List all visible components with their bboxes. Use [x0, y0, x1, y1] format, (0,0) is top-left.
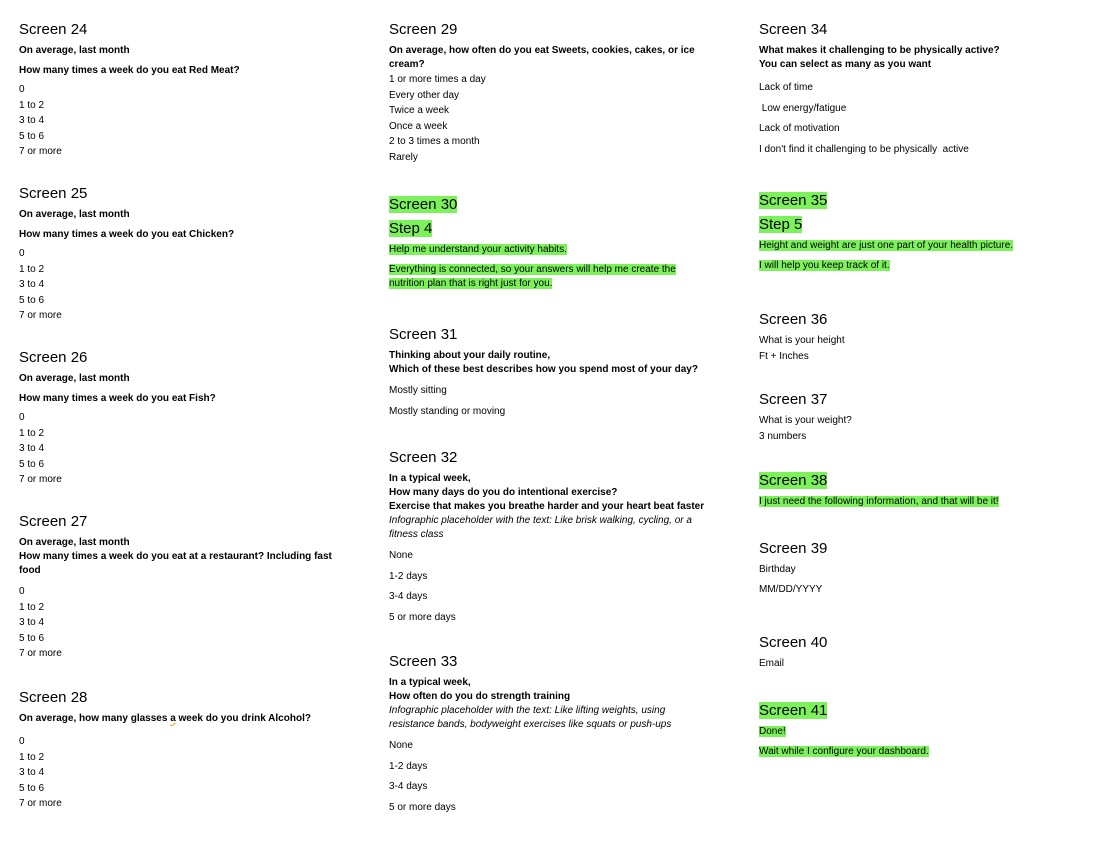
highlight-text	[759, 259, 1089, 273]
option-item: None	[389, 550, 413, 561]
step-title: Step 5	[759, 216, 803, 233]
option-item: 0	[19, 248, 25, 259]
screen-30-section	[389, 195, 739, 291]
options-list	[19, 246, 359, 324]
option-item: 1-2 days	[389, 760, 428, 772]
question-text: In a typical week,	[389, 473, 471, 484]
screen-title: Screen 29	[389, 21, 458, 38]
option-item: 1 to 2	[19, 99, 45, 111]
option-item: 0	[19, 84, 25, 95]
highlight-line: I will help you keep track of it.	[759, 260, 890, 271]
screen-29-section	[389, 20, 739, 166]
question-text: How many times a week do you eat at a restaurant? Including fast food	[19, 551, 332, 576]
option-item: 1-2 days	[389, 570, 428, 582]
option-item: Rarely	[389, 151, 418, 163]
question-text: Exercise that makes you breathe harder and your heart beat faster	[389, 501, 705, 512]
intro-text: On average, last month	[19, 209, 130, 220]
screen-39-section	[759, 539, 1089, 597]
question-part: On average, how many glasses	[19, 713, 171, 724]
screen-title: Screen 27	[19, 513, 88, 530]
option-item: Every other day	[389, 89, 460, 101]
screen-35-section	[759, 191, 1089, 273]
options-list	[389, 72, 739, 166]
option-item: 3 to 4	[19, 115, 45, 127]
screen-33-section	[389, 652, 739, 818]
highlight-text	[759, 495, 1089, 509]
option-item: 1 to 2	[19, 601, 45, 613]
option-item: 0	[19, 586, 25, 597]
screen-38-section	[759, 471, 1089, 509]
step-title-wrap	[759, 215, 1089, 235]
option-item: 5 or more days	[389, 801, 456, 813]
input-hint: Ft + Inches	[759, 351, 809, 362]
step-title-wrap	[389, 219, 739, 239]
infographic-note: Infographic placeholder with the text: Like lifting weights, using resistance bands, bodyweight exercises like squats or push-ups	[389, 705, 672, 730]
question-text: How many times a week do you eat Red Meat?	[19, 65, 240, 76]
screen-title: Screen 36	[759, 311, 828, 328]
option-item: 3 to 4	[19, 767, 45, 779]
intro-text: On average, last month	[19, 45, 130, 56]
infographic-note: Infographic placeholder with the text: Like brisk walking, cycling, or a fitness class	[389, 515, 692, 540]
highlight-line: Wait while I configure your dashboard.	[759, 746, 929, 757]
screen-36-section	[759, 310, 1089, 364]
question-text: How often do you do strength training	[389, 691, 571, 702]
screen-41-section	[759, 701, 1089, 759]
intro-text: On average, last month	[19, 373, 130, 384]
input-hint: 3 numbers	[759, 431, 807, 442]
screen-25-section	[19, 184, 359, 324]
option-item: 1 to 2	[19, 263, 45, 275]
screen-26-section	[19, 348, 359, 488]
option-item: I don't find it challenging to be physically active	[759, 143, 969, 155]
option-item: Mostly standing or moving	[389, 405, 506, 417]
screen-title: Screen 31	[389, 326, 458, 343]
question-text: Which of these best describes how you spend most of your day?	[389, 364, 698, 375]
option-item: 5 to 6	[19, 130, 45, 142]
options-list	[389, 736, 739, 818]
screen-title: Screen 37	[759, 391, 828, 408]
screen-title: Screen 41	[759, 702, 828, 719]
option-item: 5 or more days	[389, 611, 456, 623]
question-text: What makes it challenging to be physically active?	[759, 45, 1000, 56]
options-list	[19, 410, 359, 488]
screen-34-section	[759, 20, 1089, 160]
option-item: Low energy/fatigue	[759, 102, 847, 114]
option-item: 3 to 4	[19, 279, 45, 291]
screen-title-wrap	[759, 191, 1089, 211]
question-flagged-word: a	[170, 713, 176, 724]
option-item: 1 to 2	[19, 751, 45, 763]
screen-28-section	[19, 688, 359, 812]
question-text: How many times a week do you eat Fish?	[19, 393, 216, 404]
option-item: 7 or more	[19, 310, 62, 322]
options-list	[19, 584, 359, 662]
option-item: 0	[19, 412, 25, 423]
question-text: Email	[759, 658, 785, 669]
screen-40-section	[759, 633, 1089, 671]
option-item: 0	[19, 736, 25, 747]
options-list	[19, 82, 359, 160]
screen-37-section	[759, 390, 1089, 444]
screen-31-section	[389, 325, 739, 422]
highlight-text	[759, 239, 1089, 253]
question-text: What is your weight?	[759, 415, 852, 426]
option-item: Once a week	[389, 120, 448, 132]
options-list	[389, 381, 739, 422]
highlight-line: Height and weight are just one part of your health picture.	[759, 240, 1014, 251]
question-text: How many days do you do intentional exercise?	[389, 487, 618, 498]
question-text: Birthday	[759, 564, 796, 575]
options-list	[759, 78, 1089, 160]
option-item: 5 to 6	[19, 294, 45, 306]
intro-text: On average, last month	[19, 537, 130, 548]
screen-32-section	[389, 448, 739, 628]
screen-title-wrap	[389, 195, 739, 215]
screen-title: Screen 24	[19, 21, 88, 38]
question-text	[19, 712, 359, 726]
question-text: In a typical week,	[389, 677, 471, 688]
option-item: 7 or more	[19, 474, 62, 486]
highlight-text	[759, 725, 1089, 739]
option-item: 1 or more times a day	[389, 74, 486, 85]
question-text: Thinking about your daily routine,	[389, 350, 551, 361]
question-text: You can select as many as you want	[759, 59, 932, 70]
option-item: Lack of motivation	[759, 123, 840, 134]
option-item: 5 to 6	[19, 782, 45, 794]
highlight-text	[389, 243, 739, 257]
screen-title: Screen 34	[759, 21, 828, 38]
screen-title-wrap	[759, 701, 1089, 721]
option-item: 5 to 6	[19, 458, 45, 470]
option-item: 2 to 3 times a month	[389, 136, 480, 148]
option-item: 7 or more	[19, 798, 62, 810]
screen-title: Screen 25	[19, 185, 88, 202]
option-item: 7 or more	[19, 648, 62, 660]
highlight-text	[759, 745, 1089, 759]
option-item: 1 to 2	[19, 427, 45, 439]
options-list	[389, 546, 739, 628]
highlight-text	[389, 263, 739, 291]
screen-title: Screen 35	[759, 192, 828, 209]
screen-title: Screen 28	[19, 689, 88, 706]
screen-24-section	[19, 20, 359, 160]
step-title: Step 4	[389, 220, 433, 237]
question-part: week do you drink Alcohol?	[175, 713, 311, 724]
options-list	[19, 734, 359, 812]
input-hint: MM/DD/YYYY	[759, 584, 823, 595]
option-item: 3-4 days	[389, 591, 428, 602]
screen-27-section	[19, 512, 359, 662]
question-text: What is your height	[759, 335, 845, 346]
option-item: 3 to 4	[19, 617, 45, 629]
option-item: 5 to 6	[19, 632, 45, 644]
option-item: None	[389, 740, 413, 751]
highlight-line: Help me understand your activity habits.	[389, 244, 567, 255]
screen-title: Screen 32	[389, 449, 458, 466]
highlight-line: Done!	[759, 726, 786, 737]
option-item: 3-4 days	[389, 781, 428, 792]
highlight-line: Everything is connected, so your answers will help me create the	[389, 264, 676, 275]
screen-title: Screen 30	[389, 196, 458, 213]
screen-title: Screen 38	[759, 472, 828, 489]
screen-title: Screen 26	[19, 349, 88, 366]
option-item: 7 or more	[19, 146, 62, 158]
question-text: How many times a week do you eat Chicken?	[19, 229, 235, 240]
option-item: 3 to 4	[19, 443, 45, 455]
screen-title: Screen 40	[759, 634, 828, 651]
highlight-line: nutrition plan that is right just for you.	[389, 278, 553, 289]
screen-title: Screen 39	[759, 540, 828, 557]
question-text: On average, how often do you eat Sweets, cookies, cakes, or ice cream?	[389, 45, 695, 70]
screen-title-wrap	[759, 471, 1089, 491]
option-item: Twice a week	[389, 105, 450, 117]
highlight-line: I just need the following information, and that will be it!	[759, 496, 999, 507]
screen-title: Screen 33	[389, 653, 458, 670]
option-item: Mostly sitting	[389, 385, 447, 396]
option-item: Lack of time	[759, 82, 813, 93]
